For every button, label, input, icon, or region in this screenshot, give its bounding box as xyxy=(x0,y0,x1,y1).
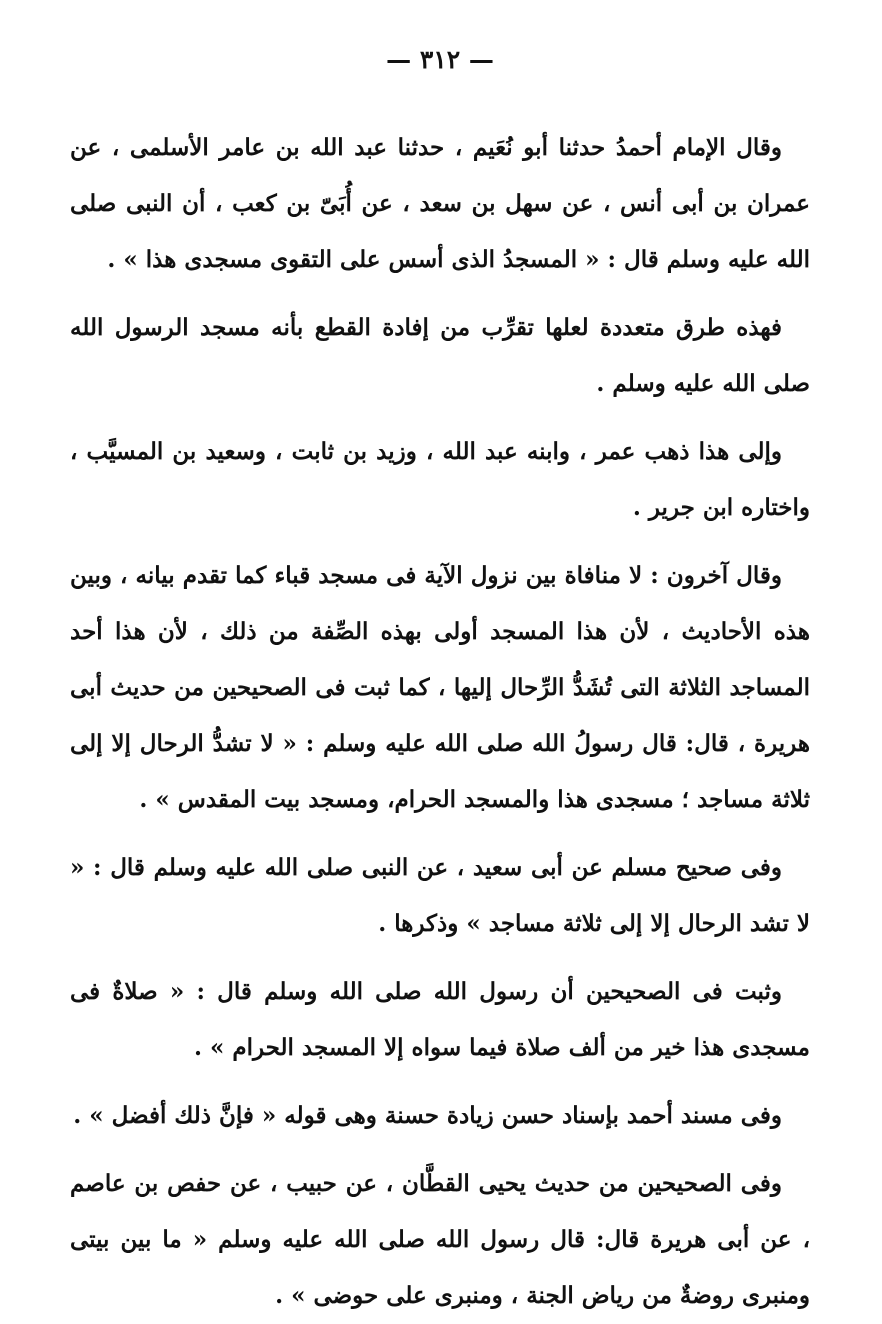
paragraph-3: وإلى هذا ذهب عمر ، وابنه عبد الله ، وزيد بن ثابت ، وسعيد بن المسيَّب ، واختاره ابن جرير . xyxy=(70,438,810,521)
paragraph-4: وقال آخرون : لا منافاة بين نزول الآية فى مسجد قباء كما تقدم بيانه ، وبين هذه الأحاديث ، لأن هذا المسجد أولى بهذه الصِّفة من ذلك ، لأن هذا أحد المساجد الثلاثة التى تُشَدُّ الرِّحال إليها ، كما ثبت فى الصحيحين من حديث أبى هريرة ، قال: قال رسولُ الله صلى الله عليه وسلم : « لا تشدُّ الرحال إلا إلى ثلاثة مساجد ؛ مسجدى هذا والمسجد الحرام، ومسجد بيت المقدس » . xyxy=(70,562,810,813)
paragraph-5: وفى صحيح مسلم عن أبى سعيد ، عن النبى صلى الله عليه وسلم قال : « لا تشد الرحال إلا إلى ثلاثة مساجد » وذكرها . xyxy=(70,854,810,937)
paragraph-1: وقال الإمام أحمدُ حدثنا أبو نُعَيم ، حدثنا عبد الله بن عامر الأسلمى ، عن عمران بن أبى أنس ، عن سهل بن سعد ، عن أُبَىّ بن كعب ، أن النبى صلى الله عليه وسلم قال : « المسجدُ الذى أسس على التقوى مسجدى هذا » . xyxy=(70,134,810,273)
book-page xyxy=(70,40,810,1309)
paragraph-2: فهذه طرق متعددة لعلها تقرِّب من إفادة القطع بأنه مسجد الرسول الله صلى الله عليه وسلم . xyxy=(70,314,810,397)
page-number: — ٣١٢ — xyxy=(386,45,494,74)
paragraph-7: وفى مسند أحمد بإسناد حسن زيادة حسنة وهى قوله « فإنَّ ذلك أفضل » . xyxy=(73,1102,782,1129)
paragraph-8: وفى الصحيحين من حديث يحيى القطَّان ، عن حبيب ، عن حفص بن عاصم ، عن أبى هريرة قال: قال رسول الله صلى الله عليه وسلم « ما بين بيتى ومنبرى روضةٌ من رياض الجنة ، ومنبرى على حوضى » . xyxy=(70,1170,810,1309)
paragraph-6: وثبت فى الصحيحين أن رسول الله صلى الله وسلم قال : « صلاةٌ فى مسجدى هذا خير من ألف صلاة فيما سواه إلا المسجد الحرام » . xyxy=(70,978,810,1061)
